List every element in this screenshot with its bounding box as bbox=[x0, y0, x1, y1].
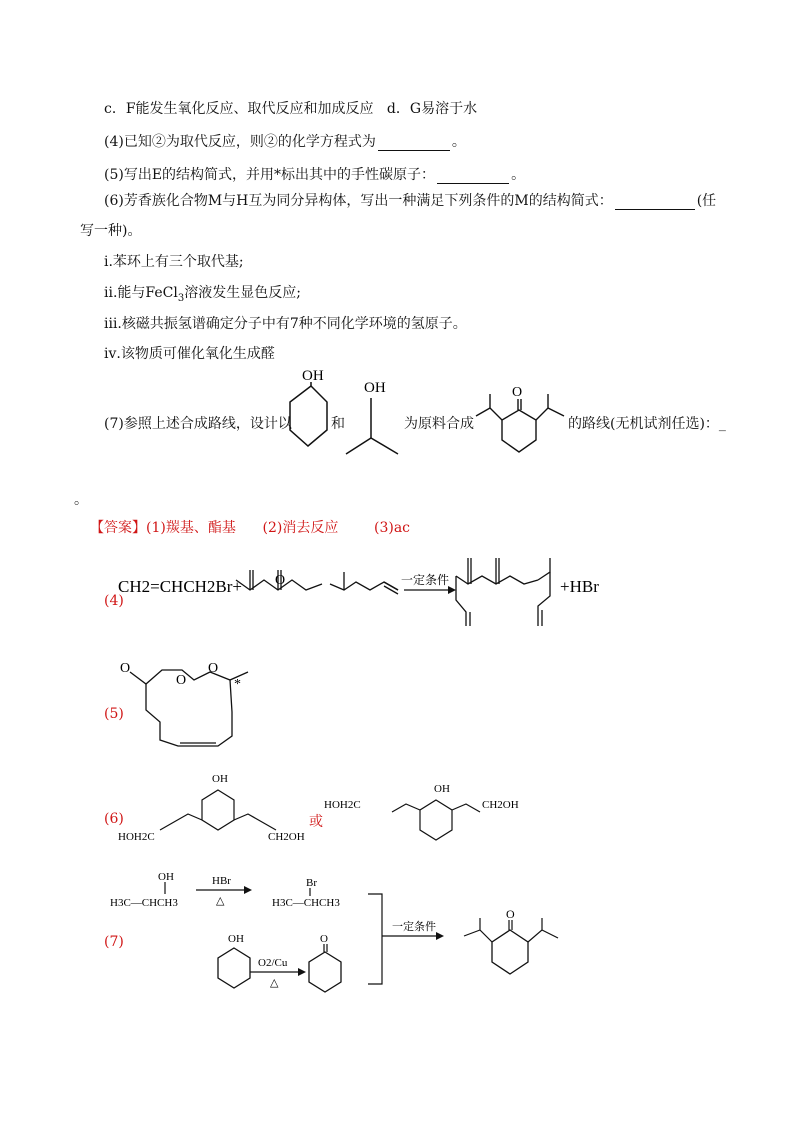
period-mark: 。 bbox=[74, 492, 88, 508]
svg-text:一定条件: 一定条件 bbox=[401, 573, 450, 587]
svg-text:Br: Br bbox=[306, 877, 317, 889]
cyclohexanol-structure bbox=[280, 362, 336, 454]
svg-text:O: O bbox=[176, 673, 187, 688]
answer-7-route bbox=[110, 860, 590, 1020]
answer-blank bbox=[437, 169, 509, 184]
answer-4-label: (4) bbox=[104, 593, 124, 609]
svg-text:O: O bbox=[120, 661, 131, 676]
question-7: (7)参照上述合成路线，设计以 bbox=[104, 416, 292, 432]
svg-text:H3C—CHCH3: H3C—CHCH3 bbox=[272, 897, 340, 909]
answer-6-or: 或 bbox=[309, 814, 323, 830]
answer-5-structure bbox=[118, 650, 278, 760]
question-7-mid: 为原料合成 bbox=[404, 416, 474, 432]
svg-text:O: O bbox=[275, 573, 286, 588]
target-ketone-structure bbox=[470, 380, 570, 460]
svg-text:CH2OH: CH2OH bbox=[482, 799, 519, 811]
svg-text:+HBr: +HBr bbox=[560, 577, 599, 596]
svg-text:OH: OH bbox=[212, 773, 228, 785]
answer-4-equation bbox=[118, 540, 618, 630]
condition-ii: ⅱ.能与FeCl$_3$溶液发生显色反应; bbox=[104, 285, 301, 304]
question-5: (5)写出E的结构简式，并用*标出其中的手性碳原子： 。 bbox=[104, 167, 526, 183]
answer-6-structure-a bbox=[118, 770, 318, 850]
svg-text:O: O bbox=[512, 385, 523, 400]
svg-text:O2/Cu: O2/Cu bbox=[258, 957, 288, 969]
answer-5-label: (5) bbox=[104, 706, 124, 722]
svg-text:O: O bbox=[320, 933, 328, 945]
svg-text:OH: OH bbox=[158, 871, 174, 883]
svg-text:O: O bbox=[208, 661, 219, 676]
answer-header: 【答案】(1)羰基、酯基 (2)消去反应 (3)ac bbox=[90, 520, 411, 536]
answer-3: (3)ac bbox=[374, 520, 411, 536]
svg-text:O: O bbox=[506, 907, 515, 921]
question-6: (6)芳香族化合物M与H互为同分异构体，写出一种满足下列条件的M的结构简式： (任 bbox=[104, 193, 717, 209]
svg-text:OH: OH bbox=[228, 933, 244, 945]
svg-text:H3C—CHCH3: H3C—CHCH3 bbox=[110, 897, 178, 909]
svg-text:△: △ bbox=[270, 977, 279, 989]
option-d: d．G易溶于水 bbox=[386, 101, 478, 117]
answer-6-label: (6) bbox=[104, 811, 124, 827]
question-7-end: 的路线(无机试剂任选)：_ bbox=[568, 416, 726, 432]
answer-2: (2)消去反应 bbox=[262, 520, 339, 536]
svg-text:CH2=CHCH2Br+: CH2=CHCH2Br+ bbox=[118, 577, 243, 596]
svg-text:OH: OH bbox=[302, 368, 324, 384]
question-7-and: 和 bbox=[331, 416, 345, 432]
svg-text:OH: OH bbox=[434, 783, 450, 795]
svg-text:*: * bbox=[234, 677, 241, 692]
answer-6-structure-b bbox=[322, 770, 562, 850]
condition-iv: ⅳ.该物质可催化氧化生成醛 bbox=[104, 346, 275, 362]
option-c: c．F能发生氧化反应、取代反应和加成反应 d．G易溶于水 bbox=[104, 101, 478, 117]
question-4: (4)已知②为取代反应，则②的化学方程式为 。 bbox=[104, 134, 466, 150]
svg-text:CH2OH: CH2OH bbox=[268, 831, 305, 843]
question-6-cont: 写一种)。 bbox=[80, 223, 142, 239]
svg-text:HOH2C: HOH2C bbox=[118, 831, 155, 843]
answer-blank bbox=[615, 195, 695, 210]
isopropanol-structure bbox=[344, 376, 404, 456]
condition-i: ⅰ.苯环上有三个取代基; bbox=[104, 254, 244, 270]
answer-7-label: (7) bbox=[104, 934, 124, 950]
answer-blank bbox=[378, 136, 450, 151]
svg-text:△: △ bbox=[216, 895, 225, 907]
svg-text:HBr: HBr bbox=[212, 875, 231, 887]
svg-text:HOH2C: HOH2C bbox=[324, 799, 361, 811]
svg-text:OH: OH bbox=[364, 380, 386, 396]
svg-text:一定条件: 一定条件 bbox=[392, 921, 436, 933]
condition-iii: ⅲ.核磁共振氢谱确定分子中有7种不同化学环境的氢原子。 bbox=[104, 316, 467, 332]
